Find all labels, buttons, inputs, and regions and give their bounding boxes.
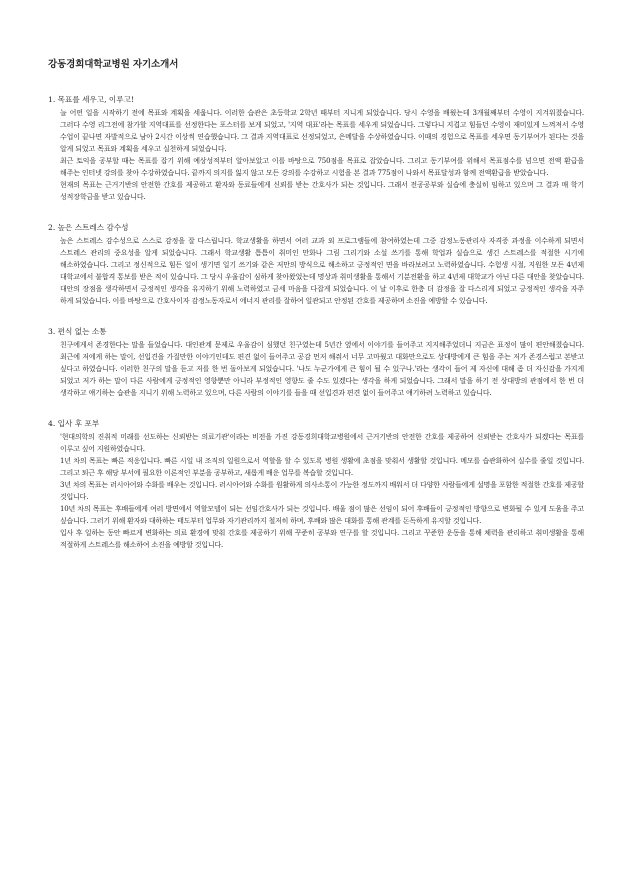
section-heading: 3. 편식 없는 소통 [48,327,107,336]
paragraph: 최근 토익을 공부할 때는 목표를 잡기 위해 예상성적부터 알아보았고 이를 바탕으로 750점을 목표로 잡았습니다. 그리고 동기부여를 위해서 목표점수를 넘으면 전액 환급을 해주는 인터넷 강의를 찾아 수강하였습니다. 끝까지 의지를 잃지 않고 모든 강의를 수강하고 시험을 본 결과 775점이 나와서 목표달성과 함께 전액환급을 받았습니다. [60,157,584,177]
section-stress-tolerance [48,222,584,307]
section-heading: 4. 입사 후 포부 [48,419,100,428]
section-heading: 1. 목표를 세우고, 이루고! [48,95,134,104]
document-title: 강동경희대학교병원 자기소개서 [48,59,179,70]
section-heading: 2. 높은 스트레스 감수성 [48,223,129,232]
paragraph: 현재의 목표는 근거기반의 안전한 간호를 제공하고 환자와 동료들에게 신뢰를 받는 간호사가 되는 것입니다. 그래서 전공공부와 실습에 충실히 임하고 있으며 그 결과 매 학기 성적장학금을 받고 있습니다. [60,181,584,201]
paragraph: 높은 스트레스 감수성으로 스스로 감정을 잘 다스립니다. 학교생활을 하면서 여러 교과 외 프로그램들에 참여하였는데 그중 감정노동관리사 자격증 과정을 이수하게 되면서 스트레스 관리의 중요성을 알게 되었습니다. 그래서 학교생활 틈틈이 취미인 만화나 그림 그리기와 소설 쓰기를 통해 학업과 실습으로 생긴 스트레스를 적절한 시기에 해소하였습니다. 그리고 정신적으로 힘든 일이 생기면 일기 쓰기와 같은 저만의 방식으로 해소하고 긍정적인 면을 바라보려고 노력하였습니다. 수험생 시절, 지원한 모든 4년제 대학교에서 불합격 통보를 받은 적이 있습니다. 그 당시 우울감이 심하게 찾아왔었는데 명상과 취미생활을 통해서 기분전환을 하고 4년제 대학교가 아닌 다른 대안을 찾았습니다. 대안의 장점을 생각하면서 긍정적인 생각을 유지하기 위해 노력하였고 금세 마음을 다잡게 되었습니다. 이 날 이후로 한층 더 감정을 잘 다스리게 되었고 긍정적인 생각을 자주 하게 되었습니다. 이를 바탕으로 간호사이자 감정노동자로서 에너지 관리를 잘하여 일관되고 안정된 간호를 제공하며 소진을 예방할 수 있습니다. [60,237,584,305]
section-goals [48,94,584,203]
paragraph: '현대의학의 진취적 미래를 선도하는 신뢰받는 의료기관'이라는 비전을 가진 강동경희대학교병원에서 근거기반의 안전한 간호를 제공하여 신뢰받는 간호사가 되겠다는 목표를 이루고 싶어 지원하였습니다. [60,433,584,453]
section-aspirations [48,418,584,551]
paragraph: 10년 차의 목표는 후배들에게 여러 방면에서 역할모델이 되는 선임간호사가 되는 것입니다. 배울 점이 많은 선임이 되어 후배들이 긍정적인 방향으로 변화될 수 있게 도움을 주고 싶습니다. 그러기 위해 환자와 대하하는 태도부터 업무와 자기관리까지 철저히 하며, 후배와 많은 대화를 통해 관계를 돈독하게 유지할 것입니다. [60,505,584,525]
paragraph: 1년 차의 목표는 빠른 적응입니다. 빠른 시일 내 조직의 일원으로서 역할을 할 수 있도록 병원 생활에 초점을 맞춰서 생활할 것입니다. 메모를 습관화하여 실수를 줄일 것입니다. 그리고 퇴근 후 해당 부서에 필요한 이론적인 부분을 공부하고, 새롭게 배운 업무를 복습할 것입니다. [60,457,584,477]
paragraph: 친구에게서 존경한다는 말을 들었습니다. 대인관계 문제로 우울감이 심했던 친구였는데 5년간 옆에서 이야기를 들어주고 지지해주었더니 지금은 표정이 많이 편안해졌습니다. 최근에 저에게 하는 말이, 선입견을 가질만한 이야기인데도 편견 없이 들어주고 공감 먼저 해줘서 너무 고마웠고 대화만으로도 상대방에게 큰 힘을 주는 저가 존경스럽고 본받고 싶다고 하였습니다. 이러한 친구의 말을 듣고 저를 한 번 돌아보게 되었습니다. '나도 누군가에게 큰 힘이 될 수 있구나.'라는 생각이 들어 제 자신에 대해 좀 더 자신감을 가지게 되었고 저가 하는 말이 다른 사람에게 긍정적인 영향뿐만 아니라 부정적인 영향도 줄 수도 있겠다는 생각을 하게 되었습니다. 그래서 말을 하기 전 상대방의 관점에서 한 번 더 생각하고 얘기하는 습관을 지니기 위해 노력하고 있으며, 다른 사람의 이야기를 들을 때 선입견과 편견 없이 들어주고 얘기하려 노력하고 있습니다. [60,341,584,397]
paragraph: 3년 차의 목표는 러시아어와 수화를 배우는 것입니다. 러시아어와 수화를 원활하게 의사소통이 가능한 정도까지 배워서 더 다양한 사람들에게 설명을 포함한 적절한 간호를 제공할 것입니다. [60,481,584,501]
section-communication [48,326,584,399]
paragraph: 입사 후 일하는 동안 빠르게 변화하는 의료 환경에 맞춰 간호를 제공하기 위해 꾸준히 공부와 연구를 할 것입니다. 그리고 꾸준한 운동을 통해 체력을 관리하고 취미생활을 통해 적절하게 스트레스를 해소하여 소진을 예방할 것입니다. [60,529,584,549]
paragraph: 늘 어떤 일을 시작하기 전에 목표와 계획을 세웁니다. 이러한 습관은 초등학교 2학년 때부터 지니게 되었습니다. 당시 수영을 배웠는데 3개월째부터 수영이 지겨워졌습니다. 그러다 수영 리그전에 참가할 지역대표를 선정한다는 포스터를 보게 되었고, '지역 대표'라는 목표를 세우게 되었습니다. 그렇다니 지겹고 힘들던 수영이 재미있게 느껴져서 수영 수업이 끝나면 자발적으로 남아 2시간 이상씩 연습했습니다. 그 결과 지역대표로 선정되었고, 은메달을 수상하였습니다. 이때의 경험으로 목표를 세우면 동기부여가 된다는 것을 알게 되었고 목표와 계획을 세우고 실천하게 되었습니다. [60,109,584,153]
